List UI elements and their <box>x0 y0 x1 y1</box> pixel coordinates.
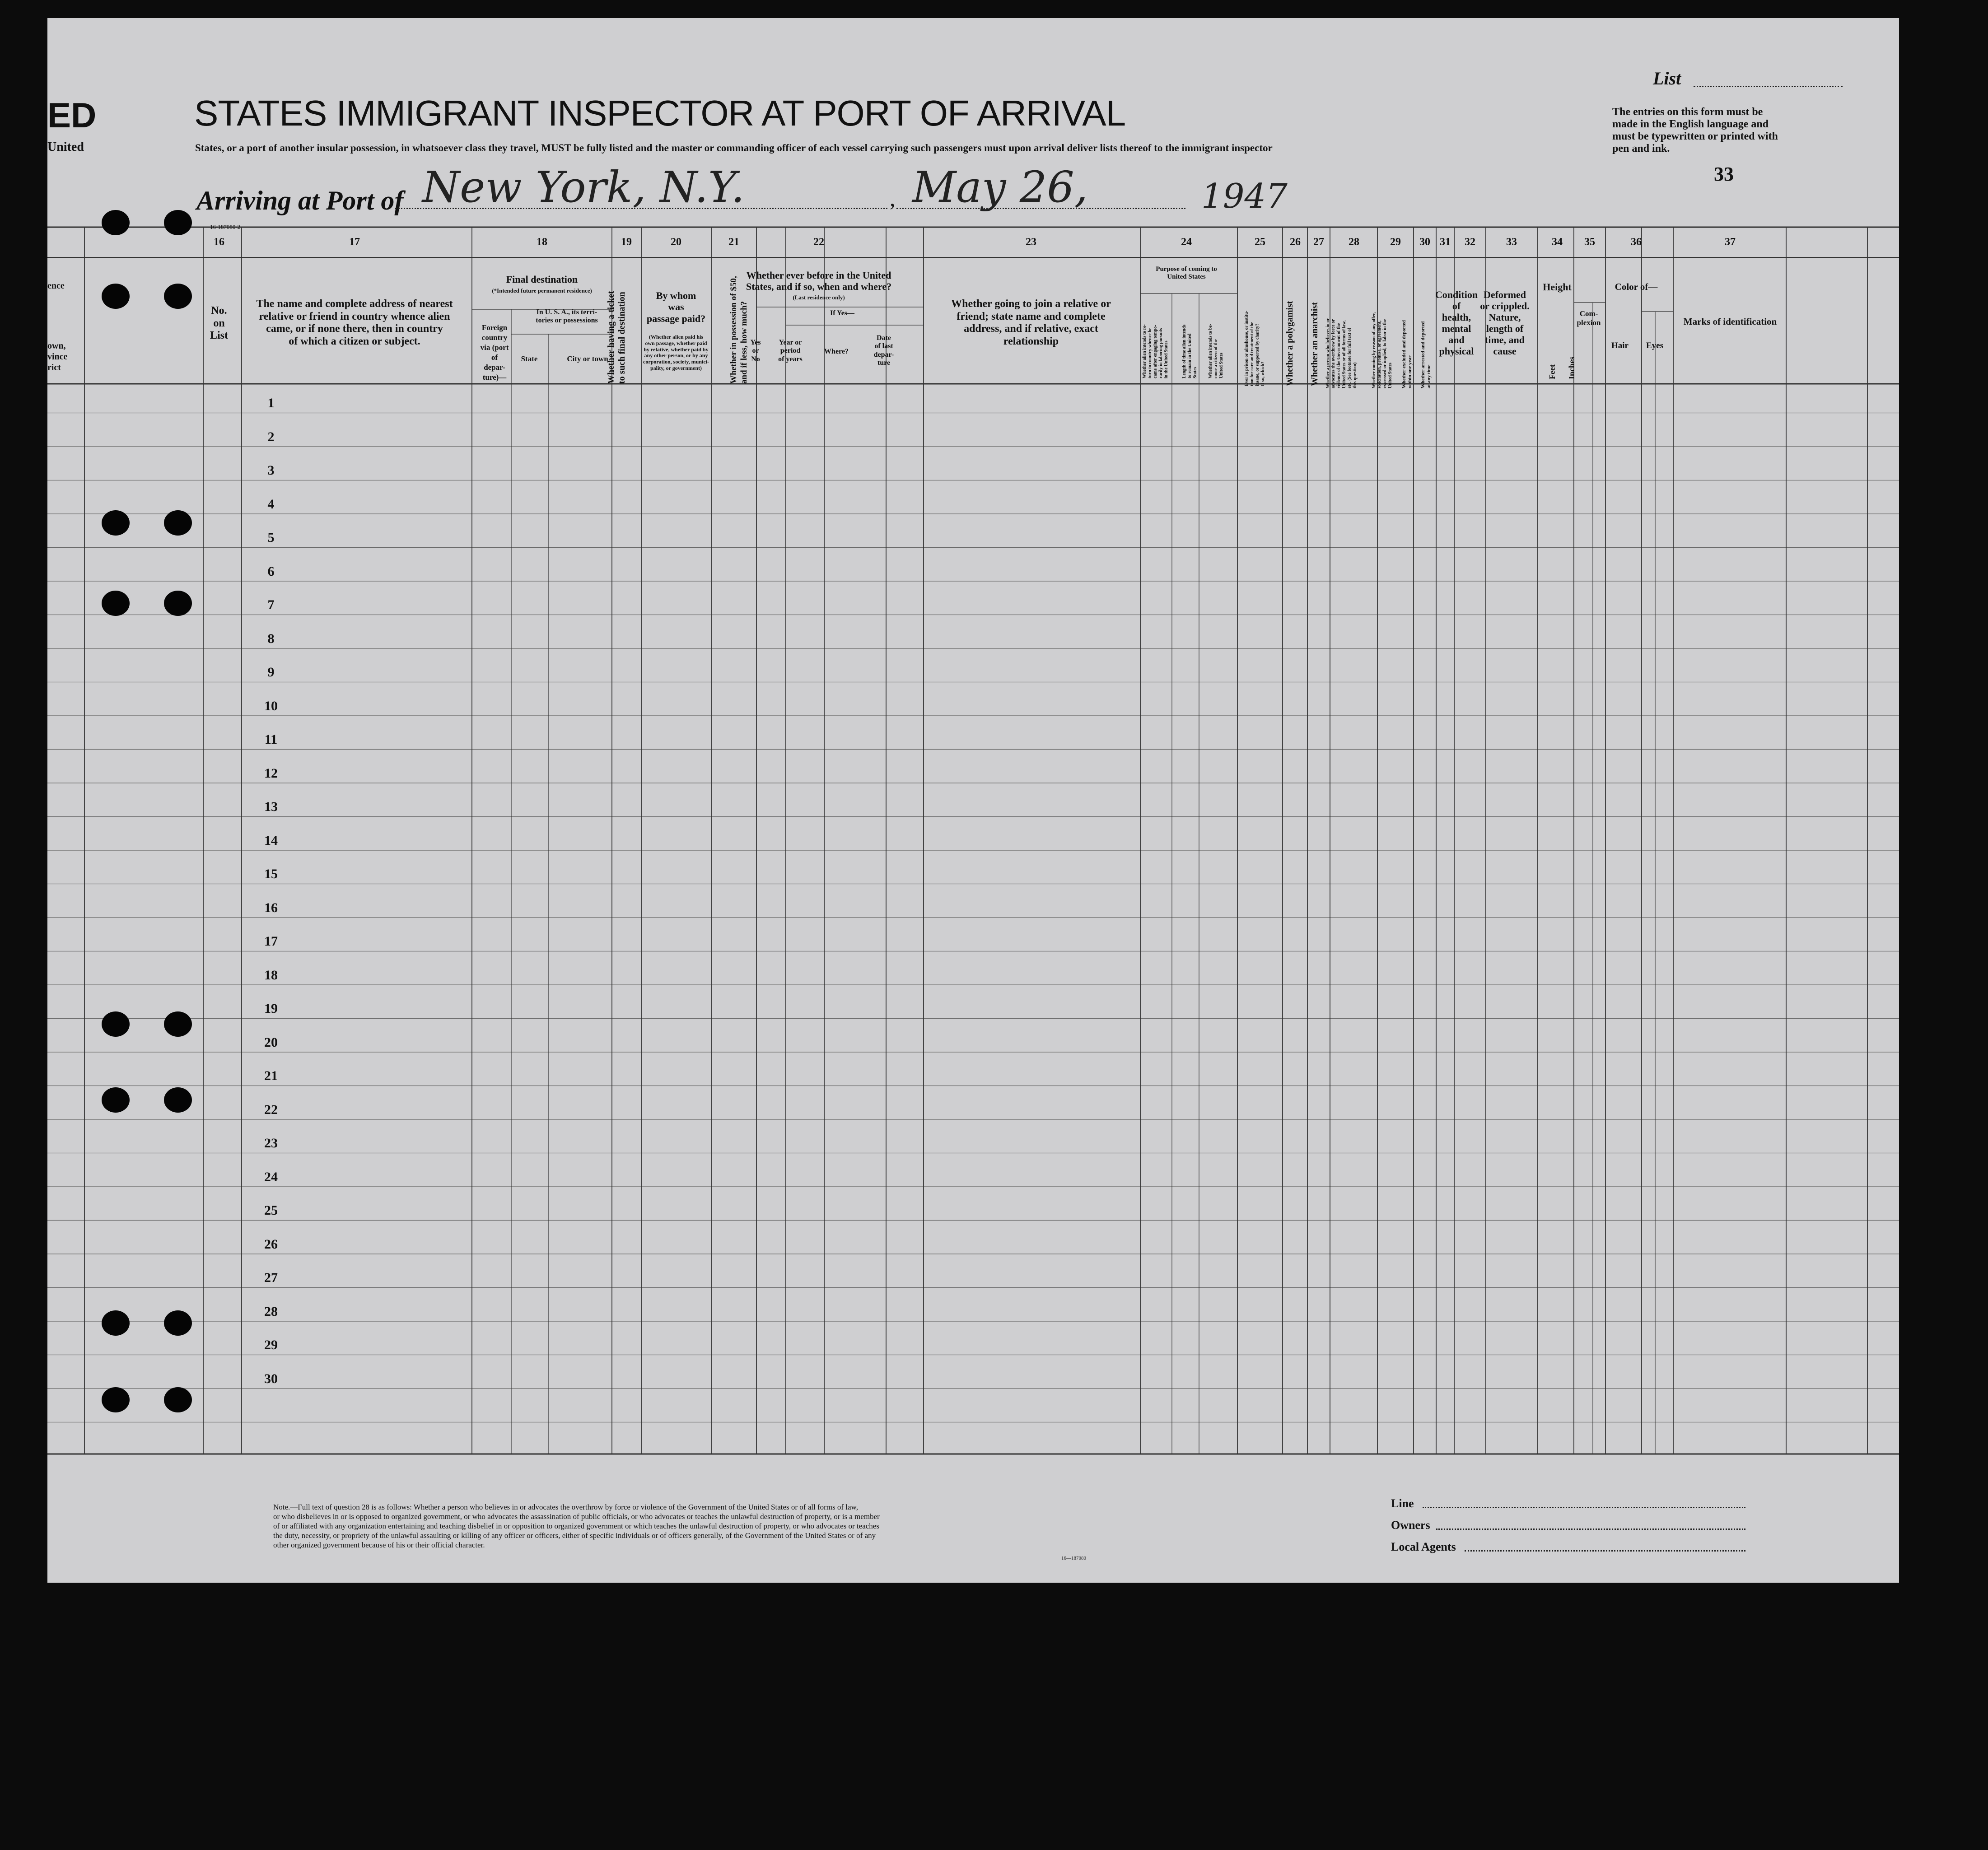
col18-city: City or town <box>567 354 608 363</box>
date-col-line: of last <box>874 342 893 350</box>
row-number: 14 <box>264 833 278 848</box>
punch-hole <box>164 510 192 536</box>
col28-line: advocates the overthrow by force or <box>1331 319 1336 388</box>
col31-line: at any time <box>1426 364 1432 388</box>
instructions-line: pen and ink. <box>1612 143 1670 154</box>
col35-line: Com- <box>1579 309 1598 318</box>
col19-line: to such final destination <box>617 292 627 384</box>
port-handwritten: New York, N.Y. <box>422 163 745 212</box>
punch-hole <box>164 591 192 616</box>
row-number: 6 <box>267 564 275 579</box>
col24c-line: come a citizen of the <box>1213 339 1218 378</box>
col17-line: The name and complete address of nearest <box>256 298 453 310</box>
col33-line: or crippled. <box>1480 300 1530 312</box>
foreign-line: Foreign <box>481 323 508 332</box>
col20-line: was <box>668 301 684 313</box>
col20-note-line: by relative, whether paid by <box>644 346 709 353</box>
row-number: 29 <box>264 1337 278 1352</box>
column-number: 26 <box>1290 236 1301 248</box>
page-title: STATES IMMIGRANT INSPECTOR AT PORT OF ARRIVAL <box>194 93 1126 133</box>
col33-line: Nature, <box>1489 312 1521 323</box>
col17-heading <box>256 298 453 348</box>
foreign-line: country <box>481 333 508 342</box>
form-instructions <box>1612 106 1778 155</box>
instructions-line: made in the English language and <box>1612 118 1769 130</box>
col28-line: Whether a person who believes in or <box>1325 318 1330 388</box>
col26-heading: Whether a polygamist <box>1285 301 1295 386</box>
instructions-line: must be typewritten or printed with <box>1612 130 1778 142</box>
agents-field <box>1465 1550 1745 1552</box>
punch-hole <box>164 1310 192 1336</box>
col33-line: Deformed <box>1483 289 1526 300</box>
row-number: 9 <box>267 665 275 680</box>
footnote-line: or who disbelieves in or is opposed to organized government, or who advocates the assassination of public officials, or who advocates or teaches the unlawful destruction of property, or is a member <box>273 1512 880 1521</box>
form-grid <box>47 18 1899 1583</box>
col25-line: insane, or supported by charity? <box>1255 323 1260 386</box>
col16-line: List <box>210 330 229 342</box>
col30-line: within one year <box>1407 355 1413 388</box>
punch-hole <box>102 591 130 616</box>
column-number: 32 <box>1465 236 1475 248</box>
col32-line: Condition <box>1435 289 1478 300</box>
row-number: 5 <box>267 530 275 545</box>
row-number: 17 <box>264 934 278 949</box>
col32-line: of <box>1452 300 1461 312</box>
instructions-line: The entries on this form must be <box>1612 106 1763 118</box>
row-number: 8 <box>267 631 275 646</box>
owners-field <box>1436 1528 1745 1530</box>
column-number: 30 <box>1419 236 1430 248</box>
year-line: period <box>780 347 801 355</box>
year-line: of years <box>778 355 803 363</box>
col24-heading <box>1156 266 1217 281</box>
col32-line: and <box>1448 334 1465 345</box>
punch-hole <box>164 1387 192 1412</box>
col33-line: time, and <box>1485 334 1525 345</box>
col17-line: relative or friend in country whence alien <box>259 310 450 322</box>
col18-note: (*Intended future permanent residence) <box>492 287 592 294</box>
col23-heading <box>951 298 1111 348</box>
row-number: 15 <box>264 867 278 881</box>
comma-separator: , <box>890 186 896 211</box>
left-fragment-line: own, <box>47 341 66 351</box>
punch-hole <box>164 1087 192 1113</box>
col25-line: If so, which? <box>1260 361 1265 386</box>
row-number: 12 <box>264 765 278 781</box>
row-number: 22 <box>264 1102 278 1117</box>
owners-label: Owners <box>1391 1519 1430 1532</box>
usa-line: tories or possessions <box>536 317 598 325</box>
footnote-line: other organized government because of his or their official character. <box>273 1541 485 1549</box>
col24-a <box>1142 324 1169 378</box>
col31-heading <box>1420 322 1432 388</box>
row-number: 30 <box>264 1371 278 1386</box>
col32-line: mental <box>1442 323 1471 334</box>
line-label: Line <box>1391 1497 1414 1510</box>
column-number: 33 <box>1506 236 1517 248</box>
page-number: 33 <box>1714 163 1734 185</box>
column-number: 35 <box>1584 236 1595 248</box>
col16-line: No. <box>211 305 227 317</box>
punch-hole <box>102 1387 130 1412</box>
row-number: 28 <box>264 1304 278 1319</box>
col23-line: address, and if relative, exact <box>964 323 1098 335</box>
footnote <box>273 1502 880 1550</box>
column-number: 34 <box>1552 236 1563 248</box>
agents-label: Local Agents <box>1391 1540 1456 1553</box>
col20-line: By whom <box>656 290 696 301</box>
col34-heading: Height <box>1543 281 1572 293</box>
col33-heading <box>1480 289 1530 357</box>
col32-line: health, <box>1442 312 1471 323</box>
foreign-line: via (port <box>480 343 509 352</box>
col35-line: plexion <box>1577 318 1601 327</box>
row-number: 24 <box>264 1169 278 1184</box>
row-number: 23 <box>264 1136 278 1151</box>
col29-line: solicitation, promise, or agreement, <box>1377 321 1382 388</box>
line-field <box>1423 1507 1745 1508</box>
foreign-line: depar- <box>484 363 505 372</box>
yesno-line: or <box>752 347 759 355</box>
date-col-line: depar- <box>873 350 894 359</box>
usa-line: In U. S. A., its terri- <box>536 308 597 316</box>
column-number: 23 <box>1026 236 1036 248</box>
col25-heading <box>1244 311 1266 386</box>
col16-heading <box>210 305 228 342</box>
date-handwritten: May 26, <box>912 163 1088 212</box>
col30-line: Whether excluded and deported <box>1401 320 1407 388</box>
col25-line: tion for care and treatment of the <box>1250 322 1255 386</box>
list-line <box>1694 86 1843 87</box>
column-number: 18 <box>537 236 547 248</box>
col28-line: etc. (See footnote for full text of <box>1347 328 1352 388</box>
row-number: 21 <box>264 1068 278 1083</box>
punch-hole <box>102 510 130 536</box>
col20-note-line: any other person, or by any <box>644 352 708 359</box>
col24-line: United States <box>1167 273 1206 281</box>
col35-heading <box>1577 309 1601 327</box>
row-number: 10 <box>264 698 278 713</box>
col19-heading <box>606 291 627 384</box>
left-fragment-line: rict <box>47 363 61 373</box>
col24a-line: rarily in laboring pursuits <box>1158 328 1163 378</box>
punch-hole <box>164 1011 192 1037</box>
manifest-sheet <box>47 18 1899 1583</box>
page-subtitle: States, or a port of another insular possession, in whatsoever class they travel, MUST be fully listed and the master or commanding officer of each vessel carrying such passengers must upon arrival deliver lists thereof to the immigrant inspector <box>195 142 1273 154</box>
col32-line: physical <box>1439 345 1474 357</box>
col24a-line: came after engaging tempo- <box>1153 325 1158 378</box>
col24-c <box>1208 324 1224 378</box>
date-col-line: Date <box>877 334 891 342</box>
row-number: 13 <box>264 799 278 814</box>
col21-line: Whether in possession of $50, <box>729 276 738 384</box>
punch-hole <box>164 210 192 235</box>
col18-foreign-heading <box>481 323 509 382</box>
col28-line: United States or of all forms of law, <box>1342 320 1347 388</box>
column-number: 16 <box>214 236 224 248</box>
arriving-label: Arriving at Port of <box>196 186 404 215</box>
col23-line: relationship <box>1003 335 1059 347</box>
column-number: 37 <box>1725 236 1736 248</box>
col22-ifyes: If Yes— <box>830 309 855 317</box>
column-number: 24 <box>1181 236 1192 248</box>
column-number: 19 <box>621 236 632 248</box>
row-number: 20 <box>264 1035 278 1050</box>
col22-line: Whether ever before in the United <box>746 270 891 281</box>
left-fragment-text: ence <box>47 281 65 291</box>
punch-hole <box>102 1310 130 1336</box>
col25-line: Ever in prison or almshouse, or institu- <box>1244 311 1249 386</box>
column-number: 36 <box>1631 236 1642 248</box>
column-number: 25 <box>1255 236 1265 248</box>
col24b-line: Length of time alien intends <box>1182 324 1187 378</box>
date-col-line: ture <box>877 359 891 367</box>
col37-heading: Marks of identification <box>1683 316 1777 327</box>
col24b-line: to remain in the United <box>1187 333 1192 378</box>
col24a-line: turn to country whence he <box>1148 327 1153 378</box>
col24-b <box>1182 325 1198 378</box>
left-fragment-text <box>47 340 67 373</box>
row-number: 26 <box>264 1236 278 1252</box>
column-number: 22 <box>813 236 824 248</box>
col36-heading: Color of— <box>1615 281 1658 292</box>
row-number: 16 <box>264 900 278 915</box>
col22-line: States, and if so, when and where? <box>746 281 892 293</box>
col24c-line: Whether alien intends to be- <box>1208 324 1213 378</box>
col24a-line: Whether alien intends to re- <box>1142 324 1147 378</box>
col20-heading <box>647 290 705 324</box>
col20-note <box>643 334 709 372</box>
row-number: 25 <box>264 1203 278 1218</box>
row-number: 18 <box>264 967 278 983</box>
left-fragment-line: vince <box>47 352 68 362</box>
col29-heading <box>1372 312 1393 388</box>
footer-code: 16—187080 <box>1061 1556 1086 1561</box>
col22-year <box>778 339 803 363</box>
footnote-line: Note.—Full text of question 28 is as follows: Whether a person who believes in or advocates the overthrow by force or violence of the Government of the United States or of all forms of law, <box>273 1503 858 1511</box>
row-number: 1 <box>267 396 275 410</box>
col32-heading <box>1435 289 1478 357</box>
punch-hole <box>164 284 192 309</box>
row-number: 11 <box>264 732 278 747</box>
col22-where: Where? <box>824 348 849 355</box>
col34-feet: Feet <box>1548 364 1557 379</box>
col24c-line: United States <box>1219 353 1224 378</box>
col17-line: came, or if none there, then in country <box>266 323 443 335</box>
col29-line: expressed or implied, to labor in the <box>1382 319 1387 388</box>
column-number: 17 <box>349 236 360 248</box>
col23-line: friend; state name and complete <box>957 310 1106 322</box>
row-number: 4 <box>267 496 275 512</box>
col28-heading <box>1325 318 1358 388</box>
footnote-line: of or affiliated with any organization entertaining and teaching disbelief in or opposition to organized government or which teaches the unlawful destruction of property, or who advocates or teaches <box>273 1522 879 1530</box>
list-label: List <box>1653 68 1681 89</box>
year-handwritten: 1947 <box>1201 176 1288 216</box>
row-number: 7 <box>267 597 275 612</box>
col30-heading <box>1401 320 1413 388</box>
punch-hole <box>102 284 130 309</box>
col20-note-line: own passage, whether paid <box>645 340 707 346</box>
col20-note-line: (Whether alien paid his <box>649 334 704 340</box>
column-number: 27 <box>1313 236 1324 248</box>
edge-subtitle: United <box>47 140 84 154</box>
col29-line: Whether coming by reason of any offer, <box>1372 312 1377 388</box>
col34-inches: Inches <box>1567 356 1576 379</box>
col22-note: (Last residence only) <box>793 294 845 301</box>
col31-line: Whether arrested and deported <box>1420 321 1426 388</box>
row-number: 27 <box>264 1270 278 1285</box>
form-code: 16-187080-2 <box>210 224 241 230</box>
col27-heading: Whether an anarchist <box>1310 302 1320 386</box>
col24b-line: States <box>1193 367 1198 378</box>
col28-line: violence of the Government of the <box>1336 323 1341 388</box>
yesno-line: Yes <box>750 339 761 346</box>
col21-line: and if less, how much? <box>739 301 749 384</box>
col36-hair: Hair <box>1611 341 1629 350</box>
col23-line: Whether going to join a relative or <box>951 298 1111 310</box>
col22-heading <box>746 270 891 293</box>
year-line: Year or <box>779 339 802 346</box>
column-number: 29 <box>1390 236 1401 248</box>
row-number: 2 <box>267 429 275 444</box>
foreign-line: of <box>491 353 498 362</box>
col29-line: United States <box>1388 363 1393 388</box>
punch-hole <box>102 1087 130 1113</box>
col18-title: Final destination <box>506 274 578 285</box>
col19-line: Whether having a ticket <box>606 291 616 384</box>
foreign-line: ture)— <box>482 373 507 382</box>
column-number: 21 <box>728 236 739 248</box>
col33-line: length of <box>1486 323 1524 334</box>
col18-state: State <box>521 354 538 363</box>
footnote-line: the duty, necessity, or propriety of the unlawful assaulting or killing of any officer or officers, either of specific individuals or of officers generally, of the Government of the United States or of any <box>273 1531 876 1540</box>
col24a-line: in the United States <box>1164 340 1169 378</box>
column-number: 20 <box>671 236 681 248</box>
col20-line: passage paid? <box>646 312 706 324</box>
col18-usa-heading <box>536 308 598 325</box>
col20-note-line: corporation, society, munici- <box>643 359 709 365</box>
col20-note-line: pality, or government) <box>650 364 702 371</box>
row-number: 19 <box>264 1001 278 1016</box>
col33-line: cause <box>1493 345 1517 357</box>
col16-line: on <box>213 317 225 329</box>
edge-title: ED <box>47 95 97 135</box>
col24-line: Purpose of coming to <box>1156 266 1217 273</box>
col22-yesno <box>750 339 761 363</box>
punch-hole <box>102 1011 130 1037</box>
col22-date <box>874 334 894 368</box>
yesno-line: No <box>751 355 760 363</box>
punch-hole <box>102 210 130 235</box>
col28-line: this question) <box>1353 362 1358 388</box>
column-number: 28 <box>1349 236 1359 248</box>
row-number: 3 <box>267 463 275 478</box>
col36-eyes: Eyes <box>1646 341 1663 350</box>
column-number: 31 <box>1440 236 1451 248</box>
col17-line: of which a citizen or subject. <box>289 335 420 347</box>
